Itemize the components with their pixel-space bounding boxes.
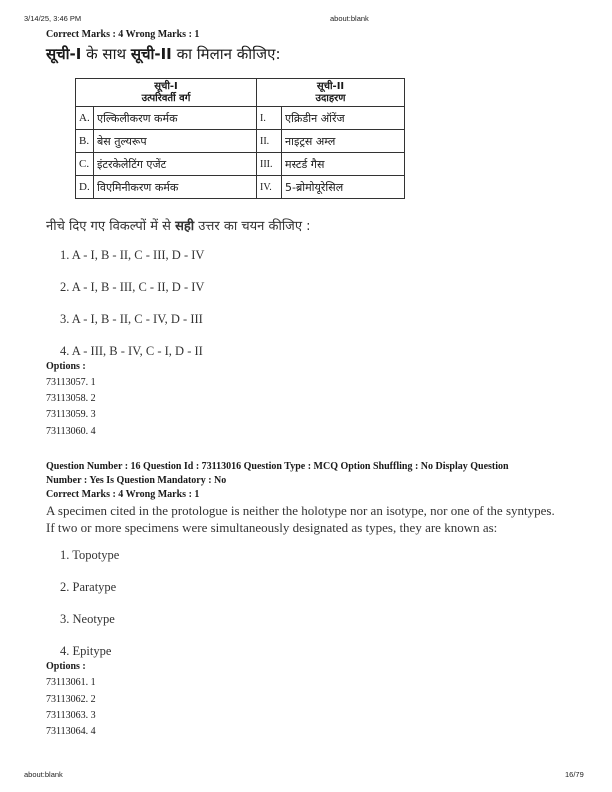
q15-instruction: नीचे दिए गए विकल्पों में से सही उत्तर का चयन कीजिए : xyxy=(46,219,311,234)
q16-option-id: 73113062. 2 xyxy=(46,694,96,705)
q16-option-id: 73113064. 4 xyxy=(46,726,96,737)
title-list1: सूची-I xyxy=(46,45,82,63)
q16-option-id: 73113063. 3 xyxy=(46,710,96,721)
q16-choice-3: 3. Neotype xyxy=(60,612,115,626)
q16-option-id: 73113061. 1 xyxy=(46,677,96,688)
q15-option-id: 73113059. 3 xyxy=(46,409,96,420)
q15-option-id: 73113060. 4 xyxy=(46,426,96,437)
table-row: C. इंटरकेलेटिंग एजेंट III. मस्टर्ड गैस xyxy=(76,153,405,176)
q16-choice-2: 2. Paratype xyxy=(60,580,117,594)
q15-option-id: 73113058. 2 xyxy=(46,393,96,404)
title-text: के साथ xyxy=(86,45,127,63)
match-table xyxy=(75,78,405,199)
table-row: D. विएमिनीकरण कर्मक IV. 5-ब्रोमोयूरेसिल xyxy=(76,176,405,199)
footer-url: about:blank xyxy=(24,770,63,779)
q16-meta-line1: Question Number : 16 Question Id : 73113016 Question Type : MCQ Option Shuffling : No Display Question xyxy=(46,461,509,472)
q15-options-label: Options : xyxy=(46,361,86,372)
q16-options-label: Options : xyxy=(46,661,86,672)
q16-text-line1: A specimen cited in the protologue is neither the holotype nor an isotype, nor one of the syntypes. xyxy=(46,503,555,518)
q16-marks: Correct Marks : 4 Wrong Marks : 1 xyxy=(46,489,200,500)
q15-choice-4: 4. A - III, B - IV, C - I, D - II xyxy=(60,344,203,358)
q15-option-id: 73113057. 1 xyxy=(46,377,96,388)
q15-title xyxy=(46,44,281,64)
q15-marks: Correct Marks : 4 Wrong Marks : 1 xyxy=(46,29,200,40)
q15-choice-3: 3. A - I, B - II, C - IV, D - III xyxy=(60,312,203,326)
col1-header: सूची-I उत्परिवर्ती वर्ग xyxy=(76,79,257,107)
title-text: का मिलान कीजिए: xyxy=(176,45,281,63)
title-list2: सूची-II xyxy=(130,45,172,63)
q15-choice-1: 1. A - I, B - II, C - III, D - IV xyxy=(60,248,205,262)
q15-choice-2: 2. A - I, B - III, C - II, D - IV xyxy=(60,280,205,294)
q16-choice-1: 1. Topotype xyxy=(60,548,120,562)
table-row: A. एल्किलीकरण कर्मक I. एक्रिडीन ऑरेंज xyxy=(76,107,405,130)
col2-header: सूची-II उदाहरण xyxy=(257,79,405,107)
print-datetime: 3/14/25, 3:46 PM xyxy=(24,14,82,23)
table-header-row xyxy=(76,79,405,107)
table-row: B. बेस तुल्यरूप II. नाइट्रस अम्ल xyxy=(76,130,405,153)
q16-choice-4: 4. Epitype xyxy=(60,644,112,658)
page-number: 16/79 xyxy=(565,770,584,779)
q16-text-line2: If two or more specimens were simultaneously designated as types, they are known as: xyxy=(46,520,498,535)
q16-meta-line2: Number : Yes Is Question Mandatory : No xyxy=(46,475,227,486)
print-url: about:blank xyxy=(330,14,369,23)
